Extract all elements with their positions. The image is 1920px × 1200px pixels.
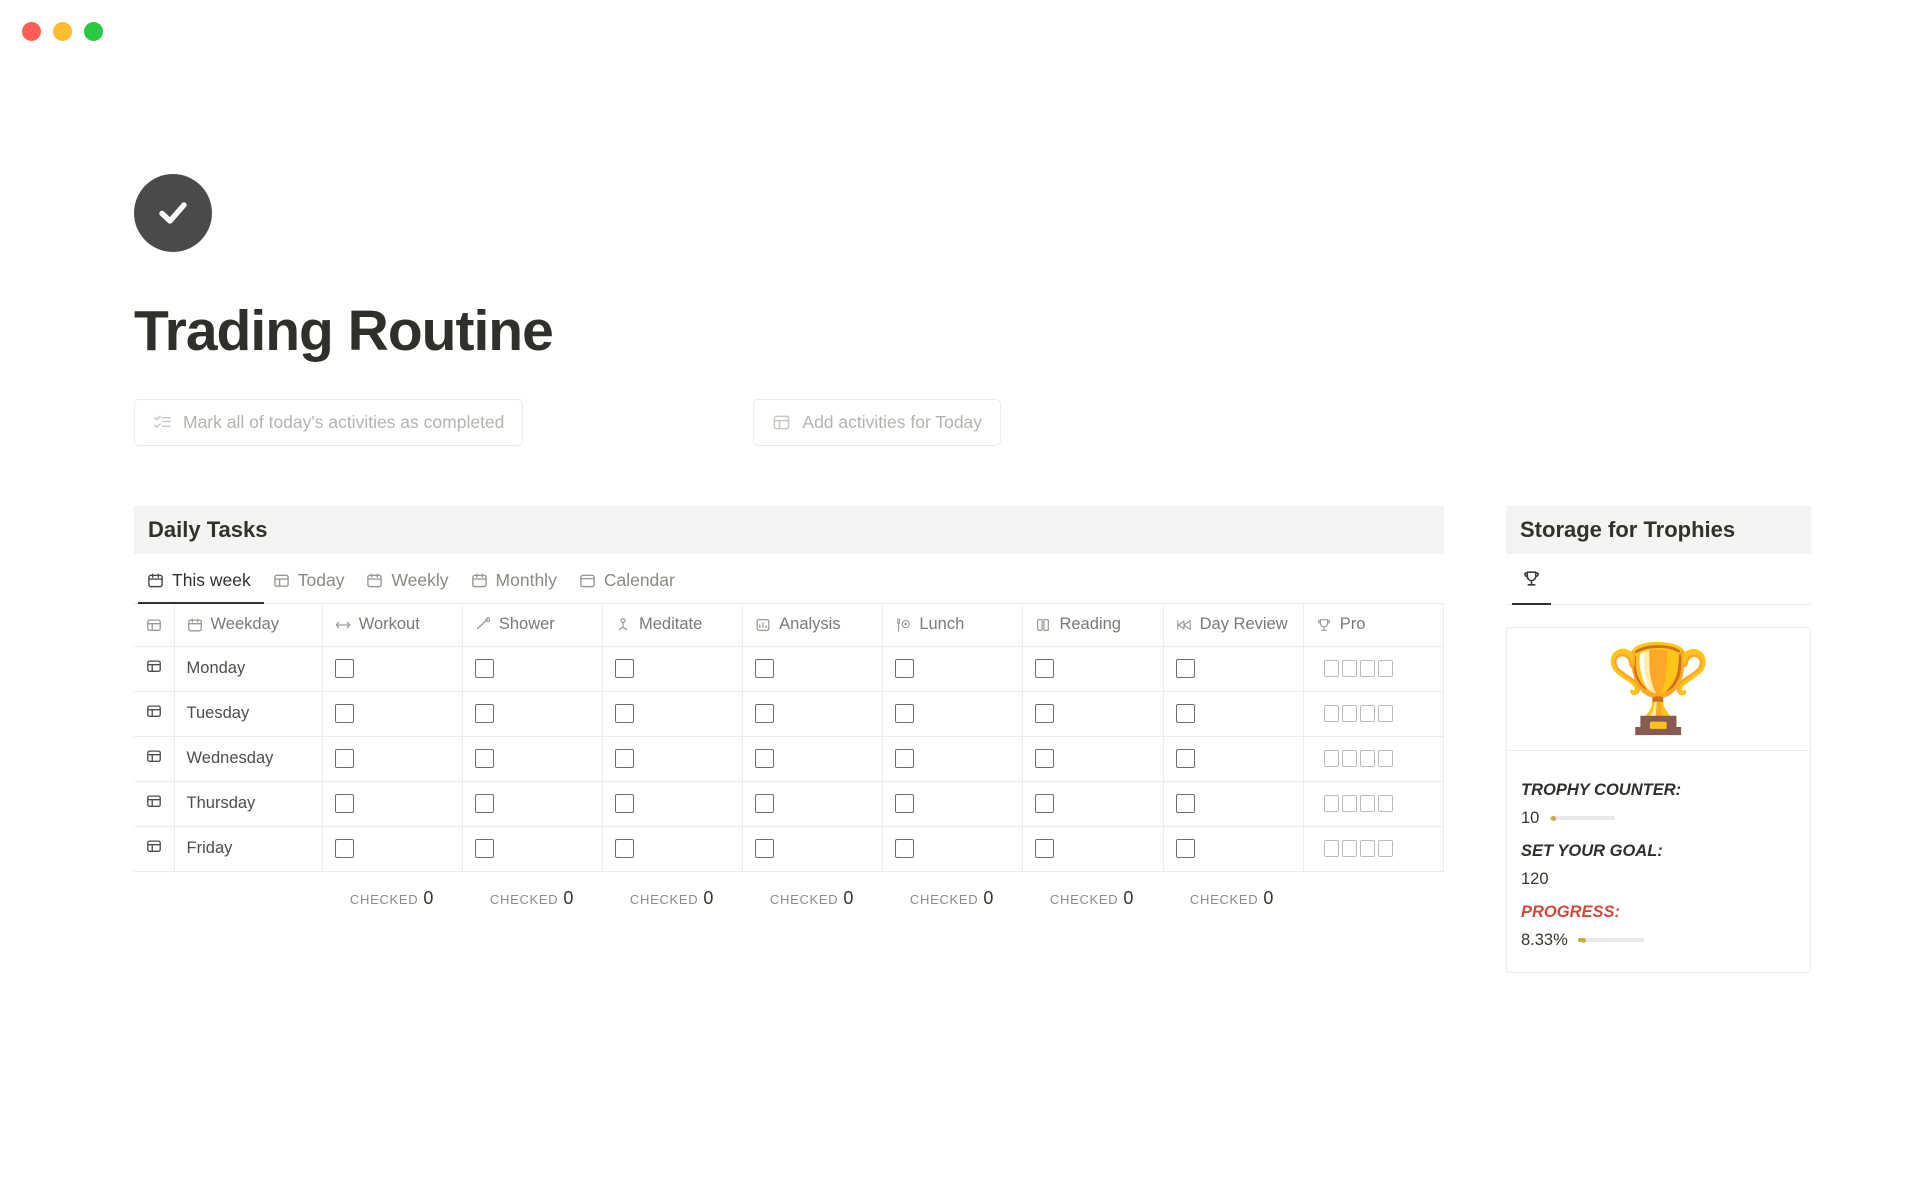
total-shower[interactable] <box>462 872 602 909</box>
column-header-progress-label: Pro <box>1339 615 1366 634</box>
table-header-row <box>134 604 1444 647</box>
column-header-day-review[interactable] <box>1163 604 1303 647</box>
tab-today[interactable] <box>264 556 358 604</box>
calendar-icon <box>147 572 164 589</box>
checkbox[interactable] <box>475 749 494 768</box>
total-reading-value: 0 <box>1123 887 1135 908</box>
row-icon <box>134 781 174 826</box>
cell-day-review[interactable] <box>1163 646 1303 691</box>
check-circle-icon <box>134 174 212 252</box>
calendar-icon <box>187 617 203 633</box>
page <box>0 174 1920 973</box>
cell-reading[interactable] <box>1023 646 1163 691</box>
column-header-day-review-label: Day Review <box>1199 615 1288 634</box>
trophy-card[interactable] <box>1506 627 1811 973</box>
total-day-review[interactable] <box>1162 872 1302 909</box>
cell-lunch[interactable] <box>883 646 1023 691</box>
checkbox[interactable] <box>615 794 634 813</box>
trophy-counter-value-row <box>1521 809 1796 828</box>
checkbox[interactable] <box>475 704 494 723</box>
row-icon <box>134 691 174 736</box>
chart-icon <box>755 617 771 633</box>
total-analysis-value: 0 <box>843 887 855 908</box>
database-icon <box>146 617 162 633</box>
cell-workout[interactable] <box>322 691 462 736</box>
checkbox[interactable] <box>755 749 774 768</box>
cell-workout[interactable] <box>322 736 462 781</box>
cell-meditate[interactable] <box>603 736 743 781</box>
row-weekday: Friday <box>174 826 322 871</box>
checkbox[interactable] <box>1035 839 1054 858</box>
tab-monthly[interactable] <box>462 556 570 604</box>
column-header-reading[interactable] <box>1023 604 1163 647</box>
cell-progress[interactable] <box>1303 691 1443 736</box>
checkbox[interactable] <box>335 839 354 858</box>
row-weekday: Tuesday <box>174 691 322 736</box>
table-row[interactable] <box>134 826 1444 871</box>
tab-calendar[interactable] <box>570 556 688 604</box>
cell-shower[interactable] <box>462 691 602 736</box>
column-header-workout-label: Workout <box>358 615 420 634</box>
checkbox[interactable] <box>895 839 914 858</box>
row-weekday: Wednesday <box>174 736 322 781</box>
cell-shower[interactable] <box>462 826 602 871</box>
checkbox[interactable] <box>1176 704 1195 723</box>
column-header-reading-label: Reading <box>1059 615 1121 634</box>
row-icon <box>134 646 174 691</box>
daily-tasks-column <box>134 506 1444 973</box>
tab-monthly-label: Monthly <box>495 569 557 590</box>
cell-progress[interactable] <box>1303 646 1443 691</box>
goal-value-row <box>1521 870 1796 889</box>
column-header-shower-label: Shower <box>498 615 555 634</box>
daily-tasks-table <box>134 604 1444 872</box>
row-icon <box>134 736 174 781</box>
total-reading[interactable] <box>1022 872 1162 909</box>
checkbox[interactable] <box>475 839 494 858</box>
calendar-icon <box>471 572 488 589</box>
trophy-counter-value: 10 <box>1521 808 1540 827</box>
window-titlebar <box>0 0 1920 62</box>
row-icon <box>134 826 174 871</box>
add-activities-label: Add activities for Today <box>802 411 983 432</box>
column-header-lunch[interactable] <box>883 604 1023 647</box>
progress-value: 8.33% <box>1521 930 1568 949</box>
checkbox[interactable] <box>1176 659 1195 678</box>
tab-weekly-label: Weekly <box>391 569 449 590</box>
column-header-analysis-label: Analysis <box>779 615 841 634</box>
column-header-shower[interactable] <box>462 604 602 647</box>
checkbox[interactable] <box>615 704 634 723</box>
window-zoom-button[interactable] <box>84 22 103 41</box>
page-title: Trading Routine <box>134 299 553 363</box>
total-workout[interactable] <box>322 872 462 909</box>
page-content <box>134 174 1834 973</box>
cell-meditate[interactable] <box>603 646 743 691</box>
cell-progress[interactable] <box>1303 826 1443 871</box>
cell-reading[interactable] <box>1023 691 1163 736</box>
checkbox[interactable] <box>895 704 914 723</box>
checkbox[interactable] <box>475 794 494 813</box>
goal-label: SET YOUR GOAL: <box>1521 841 1663 860</box>
database-icon <box>273 572 290 589</box>
cell-analysis[interactable] <box>743 826 883 871</box>
trophies-heading: Storage for Trophies <box>1506 506 1811 554</box>
checkbox[interactable] <box>755 839 774 858</box>
trophy-image: 🏆 <box>1507 628 1810 751</box>
total-lunch-label: CHECKED <box>909 891 979 907</box>
checkbox[interactable] <box>1176 839 1195 858</box>
cutlery-icon <box>895 617 911 633</box>
table-body <box>134 646 1444 871</box>
column-header-analysis[interactable] <box>743 604 883 647</box>
table-row[interactable] <box>134 646 1444 691</box>
checkbox[interactable] <box>335 749 354 768</box>
column-header-workout[interactable] <box>322 604 462 647</box>
trophy-card-body <box>1507 751 1810 972</box>
mark-all-completed-label: Mark all of today's activities as completed <box>183 411 505 432</box>
database-icon <box>772 413 791 432</box>
mark-all-completed-button[interactable] <box>134 399 523 446</box>
total-meditate-label: CHECKED <box>629 891 699 907</box>
checkbox[interactable] <box>895 659 914 678</box>
action-button-row <box>134 399 1834 446</box>
total-shower-label: CHECKED <box>489 891 559 907</box>
total-lunch[interactable] <box>882 872 1022 909</box>
cell-shower[interactable] <box>462 781 602 826</box>
table-row[interactable] <box>134 781 1444 826</box>
goal-value: 120 <box>1521 869 1549 888</box>
cell-reading[interactable] <box>1023 781 1163 826</box>
checkbox[interactable] <box>615 659 634 678</box>
checkbox[interactable] <box>755 794 774 813</box>
cell-meditate[interactable] <box>603 781 743 826</box>
cell-lunch[interactable] <box>883 691 1023 736</box>
checkbox[interactable] <box>615 749 634 768</box>
cell-meditate[interactable] <box>603 691 743 736</box>
rewind-icon <box>1176 617 1192 633</box>
cell-lunch[interactable] <box>883 781 1023 826</box>
cell-meditate[interactable] <box>603 826 743 871</box>
tab-calendar-label: Calendar <box>603 569 675 590</box>
total-lunch-value: 0 <box>983 887 995 908</box>
column-header-meditate-label: Meditate <box>639 615 703 634</box>
checkbox[interactable] <box>1035 749 1054 768</box>
column-header-weekday-label: Weekday <box>210 615 280 634</box>
checkbox[interactable] <box>1035 659 1054 678</box>
cell-lunch[interactable] <box>883 826 1023 871</box>
checklist-icon <box>153 413 172 432</box>
cell-progress[interactable] <box>1303 736 1443 781</box>
cell-workout[interactable] <box>322 646 462 691</box>
calendar-days-icon <box>579 572 596 589</box>
cell-reading[interactable] <box>1023 736 1163 781</box>
shower-icon <box>475 617 491 633</box>
checkbox[interactable] <box>755 704 774 723</box>
arrows-icon <box>335 617 351 633</box>
total-day-review-value: 0 <box>1263 887 1275 908</box>
total-workout-value: 0 <box>423 887 435 908</box>
column-header-progress[interactable] <box>1303 604 1443 647</box>
cell-day-review[interactable] <box>1163 781 1303 826</box>
window-minimize-button[interactable] <box>53 22 72 41</box>
cell-day-review[interactable] <box>1163 691 1303 736</box>
trophies-tabs <box>1506 556 1811 605</box>
progress-bar <box>1578 938 1644 942</box>
window-close-button[interactable] <box>22 22 41 41</box>
trophy-icon <box>1522 572 1541 592</box>
column-header-lunch-label: Lunch <box>919 615 965 634</box>
total-shower-value: 0 <box>563 887 575 908</box>
progress-value-row <box>1521 931 1796 950</box>
book-icon <box>1035 617 1051 633</box>
checkbox[interactable] <box>1176 749 1195 768</box>
cell-analysis[interactable] <box>743 646 883 691</box>
calendar-icon <box>366 572 383 589</box>
cell-analysis[interactable] <box>743 691 883 736</box>
table-row[interactable] <box>134 691 1444 736</box>
tab-this-week-label: This week <box>172 569 251 590</box>
row-weekday: Thursday <box>174 781 322 826</box>
checkbox[interactable] <box>335 794 354 813</box>
table-totals-row <box>134 872 1444 909</box>
column-header-icon[interactable] <box>134 604 174 647</box>
column-header-weekday[interactable] <box>174 604 322 647</box>
trophy-counter-label: TROPHY COUNTER: <box>1521 780 1682 799</box>
person-icon <box>615 617 631 633</box>
checkbox[interactable] <box>755 659 774 678</box>
cell-day-review[interactable] <box>1163 736 1303 781</box>
total-workout-label: CHECKED <box>349 891 419 907</box>
table-row[interactable] <box>134 736 1444 781</box>
daily-tasks-tabs <box>134 556 1444 604</box>
checkbox[interactable] <box>335 704 354 723</box>
tab-weekly[interactable] <box>357 556 461 604</box>
checkbox[interactable] <box>1035 794 1054 813</box>
trophy-icon <box>1316 617 1332 633</box>
checkbox[interactable] <box>615 839 634 858</box>
total-meditate-value: 0 <box>703 887 715 908</box>
main-columns <box>134 506 1834 973</box>
tab-trophies[interactable] <box>1512 556 1551 605</box>
total-analysis-label: CHECKED <box>769 891 839 907</box>
tab-this-week[interactable] <box>138 556 264 604</box>
trophies-column <box>1506 506 1811 973</box>
daily-tasks-heading: Daily Tasks <box>134 506 1444 554</box>
checkbox[interactable] <box>1035 704 1054 723</box>
cell-lunch[interactable] <box>883 736 1023 781</box>
checkbox[interactable] <box>895 794 914 813</box>
total-day-review-label: CHECKED <box>1189 891 1259 907</box>
cell-analysis[interactable] <box>743 781 883 826</box>
checkbox[interactable] <box>335 659 354 678</box>
cell-workout[interactable] <box>322 781 462 826</box>
total-reading-label: CHECKED <box>1049 891 1119 907</box>
cell-workout[interactable] <box>322 826 462 871</box>
checkbox[interactable] <box>895 749 914 768</box>
column-header-meditate[interactable] <box>603 604 743 647</box>
trophy-counter-bar <box>1549 816 1615 820</box>
progress-label: PROGRESS: <box>1521 902 1621 921</box>
add-activities-button[interactable] <box>753 399 1001 446</box>
cell-shower[interactable] <box>462 736 602 781</box>
checkbox[interactable] <box>1176 794 1195 813</box>
cell-day-review[interactable] <box>1163 826 1303 871</box>
tab-today-label: Today <box>297 569 345 590</box>
total-meditate[interactable] <box>602 872 742 909</box>
cell-reading[interactable] <box>1023 826 1163 871</box>
cell-progress[interactable] <box>1303 781 1443 826</box>
row-weekday: Monday <box>174 646 322 691</box>
cell-shower[interactable] <box>462 646 602 691</box>
total-analysis[interactable] <box>742 872 882 909</box>
cell-analysis[interactable] <box>743 736 883 781</box>
checkbox[interactable] <box>475 659 494 678</box>
